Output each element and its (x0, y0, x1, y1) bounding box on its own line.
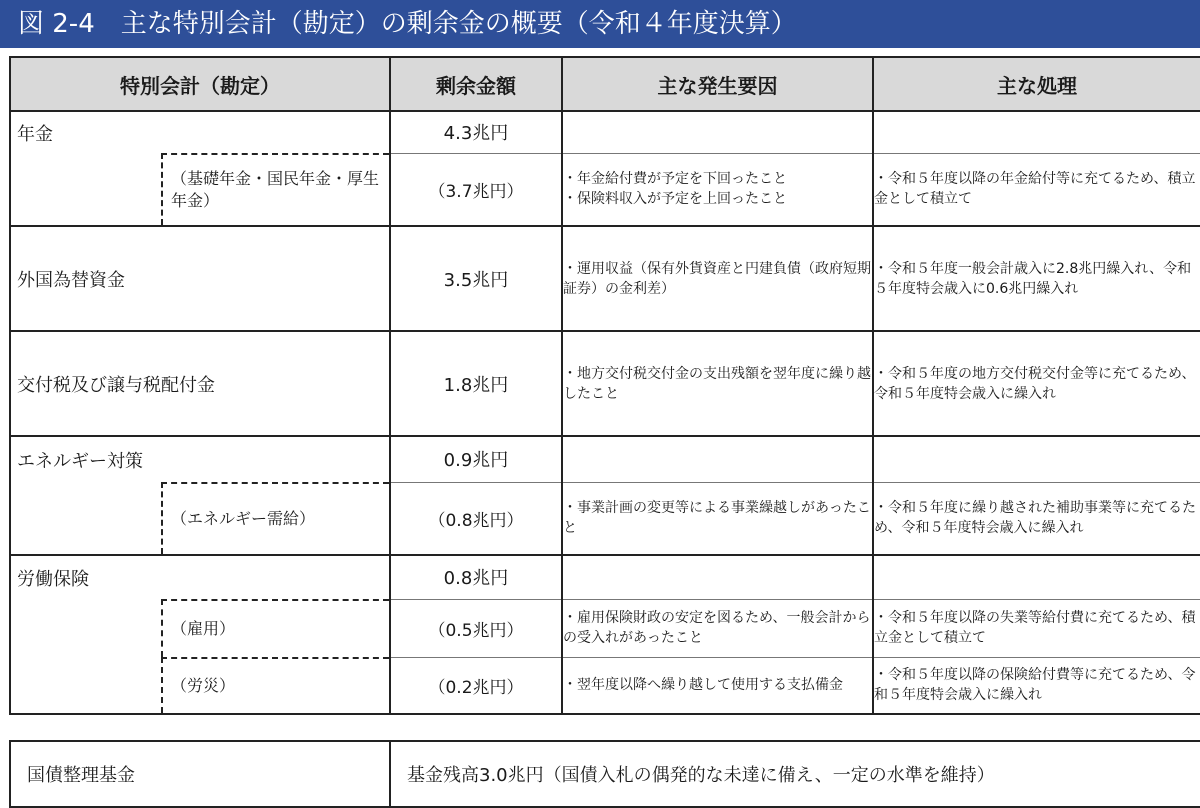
treatment-cell (873, 436, 1200, 482)
surplus-table (9, 56, 1200, 715)
cause-cell: ・雇用保険財政の安定を図るため、一般会計からの受入れがあったこと (562, 599, 873, 657)
treatment-cell: ・令和５年度に繰り越された補助事業等に充てるため、令和５年度特会歳入に繰入れ (873, 482, 1200, 555)
surplus-amount: （0.8兆円） (390, 482, 562, 555)
cause-cell (562, 436, 873, 482)
cause-cell: ・翌年度以降へ繰り越して使用する支払備金 (562, 657, 873, 714)
surplus-amount: 3.5兆円 (390, 226, 562, 331)
fund-description: 基金残高3.0兆円（国債入札の偶発的な未達に備え、一定の水準を維持） (390, 741, 1200, 807)
sub-account-name: （エネルギー需給） (161, 482, 389, 554)
table-row-local-allocation (10, 331, 1200, 436)
header-cause: 主な発生要因 (562, 57, 873, 111)
cause-cell: ・運用収益（保有外貨資産と円建負債（政府短期証券）の金利差） (562, 226, 873, 331)
table-row-energy-sub (10, 482, 1200, 555)
surplus-amount: 4.3兆円 (390, 111, 562, 153)
table-row-labor-accident (10, 657, 1200, 714)
header-treatment: 主な処理 (873, 57, 1200, 111)
cause-cell: ・事業計画の変更等による事業繰越しがあったこと (562, 482, 873, 555)
figure-title: 図 2-4 主な特別会計（勘定）の剰余金の概要（令和４年度決算） (0, 0, 1200, 48)
account-name: エネルギー対策 (17, 450, 143, 472)
surplus-amount: （0.5兆円） (390, 599, 562, 657)
debt-fund-table (9, 740, 1200, 808)
cause-cell (562, 555, 873, 599)
table-row-pension (10, 111, 1200, 153)
surplus-amount: 0.8兆円 (390, 555, 562, 599)
treatment-cell: ・令和５年度一般会計歳入に2.8兆円繰入れ、令和５年度特会歳入に0.6兆円繰入れ (873, 226, 1200, 331)
table-row-forex (10, 226, 1200, 331)
cause-cell: ・地方交付税交付金の支出残額を翌年度に繰り越したこと (562, 331, 873, 436)
surplus-amount: （0.2兆円） (390, 657, 562, 714)
header-row (10, 57, 1200, 111)
surplus-amount: 0.9兆円 (390, 436, 562, 482)
account-name: 交付税及び譲与税配付金 (17, 374, 215, 396)
sub-account-name: （労災） (161, 657, 389, 713)
treatment-cell (873, 555, 1200, 599)
table-row-pension-sub (10, 153, 1200, 226)
sub-account-name: （基礎年金・国民年金・厚生年金） (161, 153, 389, 225)
header-account: 特別会計（勘定） (10, 57, 390, 111)
account-name: 労働保険 (17, 568, 89, 590)
treatment-cell: ・令和５年度以降の保険給付費等に充てるため、令和５年度特会歳入に繰入れ (873, 657, 1200, 714)
treatment-cell (873, 111, 1200, 153)
cause-cell: ・年金給付費が予定を下回ったこと ・保険料収入が予定を上回ったこと (562, 153, 873, 226)
table-row-labor (10, 555, 1200, 599)
treatment-cell: ・令和５年度以降の失業等給付費に充てるため、積立金として積立て (873, 599, 1200, 657)
sub-account-name: （雇用） (161, 599, 389, 657)
cause-cell (562, 111, 873, 153)
table-row-debt-fund (10, 741, 1200, 807)
table-row-energy (10, 436, 1200, 482)
surplus-amount: （3.7兆円） (390, 153, 562, 226)
account-name: 外国為替資金 (17, 269, 125, 291)
treatment-cell: ・令和５年度以降の年金給付等に充てるため、積立金として積立て (873, 153, 1200, 226)
treatment-cell: ・令和５年度の地方交付税交付金等に充てるため、令和５年度特会歳入に繰入れ (873, 331, 1200, 436)
account-name: 年金 (17, 123, 53, 145)
fund-name: 国債整理基金 (10, 741, 390, 807)
surplus-amount: 1.8兆円 (390, 331, 562, 436)
table-row-labor-employment (10, 599, 1200, 657)
header-surplus: 剰余金額 (390, 57, 562, 111)
